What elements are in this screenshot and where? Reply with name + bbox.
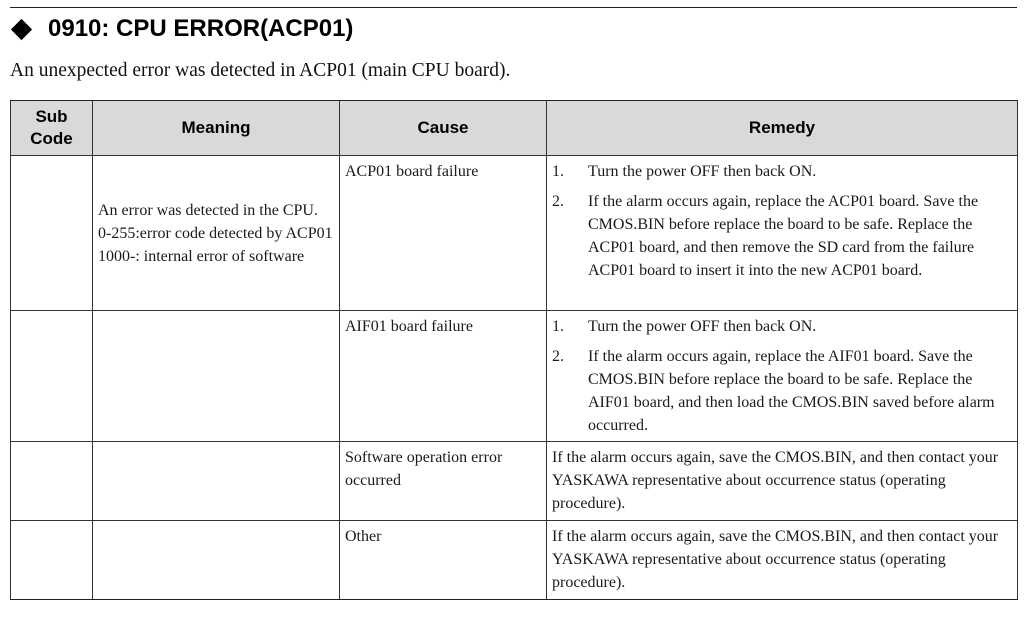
step-number: 2. <box>552 193 564 210</box>
table-row <box>11 521 1018 600</box>
step-number: 2. <box>552 348 564 365</box>
table-header-row <box>11 101 1018 156</box>
step-text: If the alarm occurs again, replace the ACP01 board. Save the CMOS.BIN before replace the board to be safe. Replace the ACP01 board, and then remove the SD card from the failure ACP01 board to insert it into the new ACP01 board. <box>588 193 979 279</box>
remedy-steps <box>552 160 1011 282</box>
meaning-line: 0-255:error code detected by ACP01 <box>98 224 333 242</box>
meaning-line: An error was detected in the CPU. <box>98 201 318 219</box>
step-number: 1. <box>552 163 564 180</box>
meaning-cell <box>93 311 340 442</box>
sub-code-cell <box>11 311 93 442</box>
remedy-cell <box>547 311 1018 442</box>
remedy-step <box>552 345 1011 437</box>
remedy-step <box>552 190 1011 282</box>
step-text: If the alarm occurs again, replace the AIF01 board. Save the CMOS.BIN before replace the board to be safe. Replace the AIF01 board, and then load the CMOS.BIN saved before alarm occurred. <box>588 348 995 434</box>
top-rule <box>10 7 1017 8</box>
remedy-steps <box>552 315 1011 437</box>
remedy-cell <box>547 156 1018 311</box>
header-meaning: Meaning <box>93 101 340 156</box>
sub-code-cell <box>11 521 93 600</box>
remedy-cell: If the alarm occurs again, save the CMOS.BIN, and then contact your YASKAWA representative about occurrence status (operating procedure). <box>547 442 1018 521</box>
section-heading <box>10 12 353 46</box>
meaning-cell <box>93 442 340 521</box>
table-row <box>11 442 1018 521</box>
cause-cell: ACP01 board failure <box>340 156 547 311</box>
meaning-cell <box>93 521 340 600</box>
remedy-step <box>552 160 1011 183</box>
heading-description: An unexpected error was detected in ACP01 (main CPU board). <box>10 60 511 81</box>
cause-cell: Other <box>340 521 547 600</box>
step-text: Turn the power OFF then back ON. <box>588 163 817 180</box>
header-remedy: Remedy <box>547 101 1018 156</box>
table-row <box>11 311 1018 442</box>
step-number: 1. <box>552 318 564 335</box>
step-text: Turn the power OFF then back ON. <box>588 318 817 335</box>
sub-code-cell <box>11 156 93 311</box>
sub-code-cell <box>11 442 93 521</box>
alarm-table <box>10 100 1018 600</box>
meaning-cell <box>93 156 340 311</box>
table-row <box>11 156 1018 311</box>
header-cause: Cause <box>340 101 547 156</box>
remedy-step <box>552 315 1011 338</box>
header-sub-code: Sub Code <box>11 101 93 156</box>
meaning-line: 1000-: internal error of software <box>98 247 305 265</box>
diamond-bullet-icon <box>11 18 32 39</box>
heading-title: 0910: CPU ERROR(ACP01) <box>48 15 354 42</box>
cause-cell: Software operation error occurred <box>340 442 547 521</box>
remedy-cell: If the alarm occurs again, save the CMOS.BIN, and then contact your YASKAWA representative about occurrence status (operating procedure). <box>547 521 1018 600</box>
cause-cell: AIF01 board failure <box>340 311 547 442</box>
